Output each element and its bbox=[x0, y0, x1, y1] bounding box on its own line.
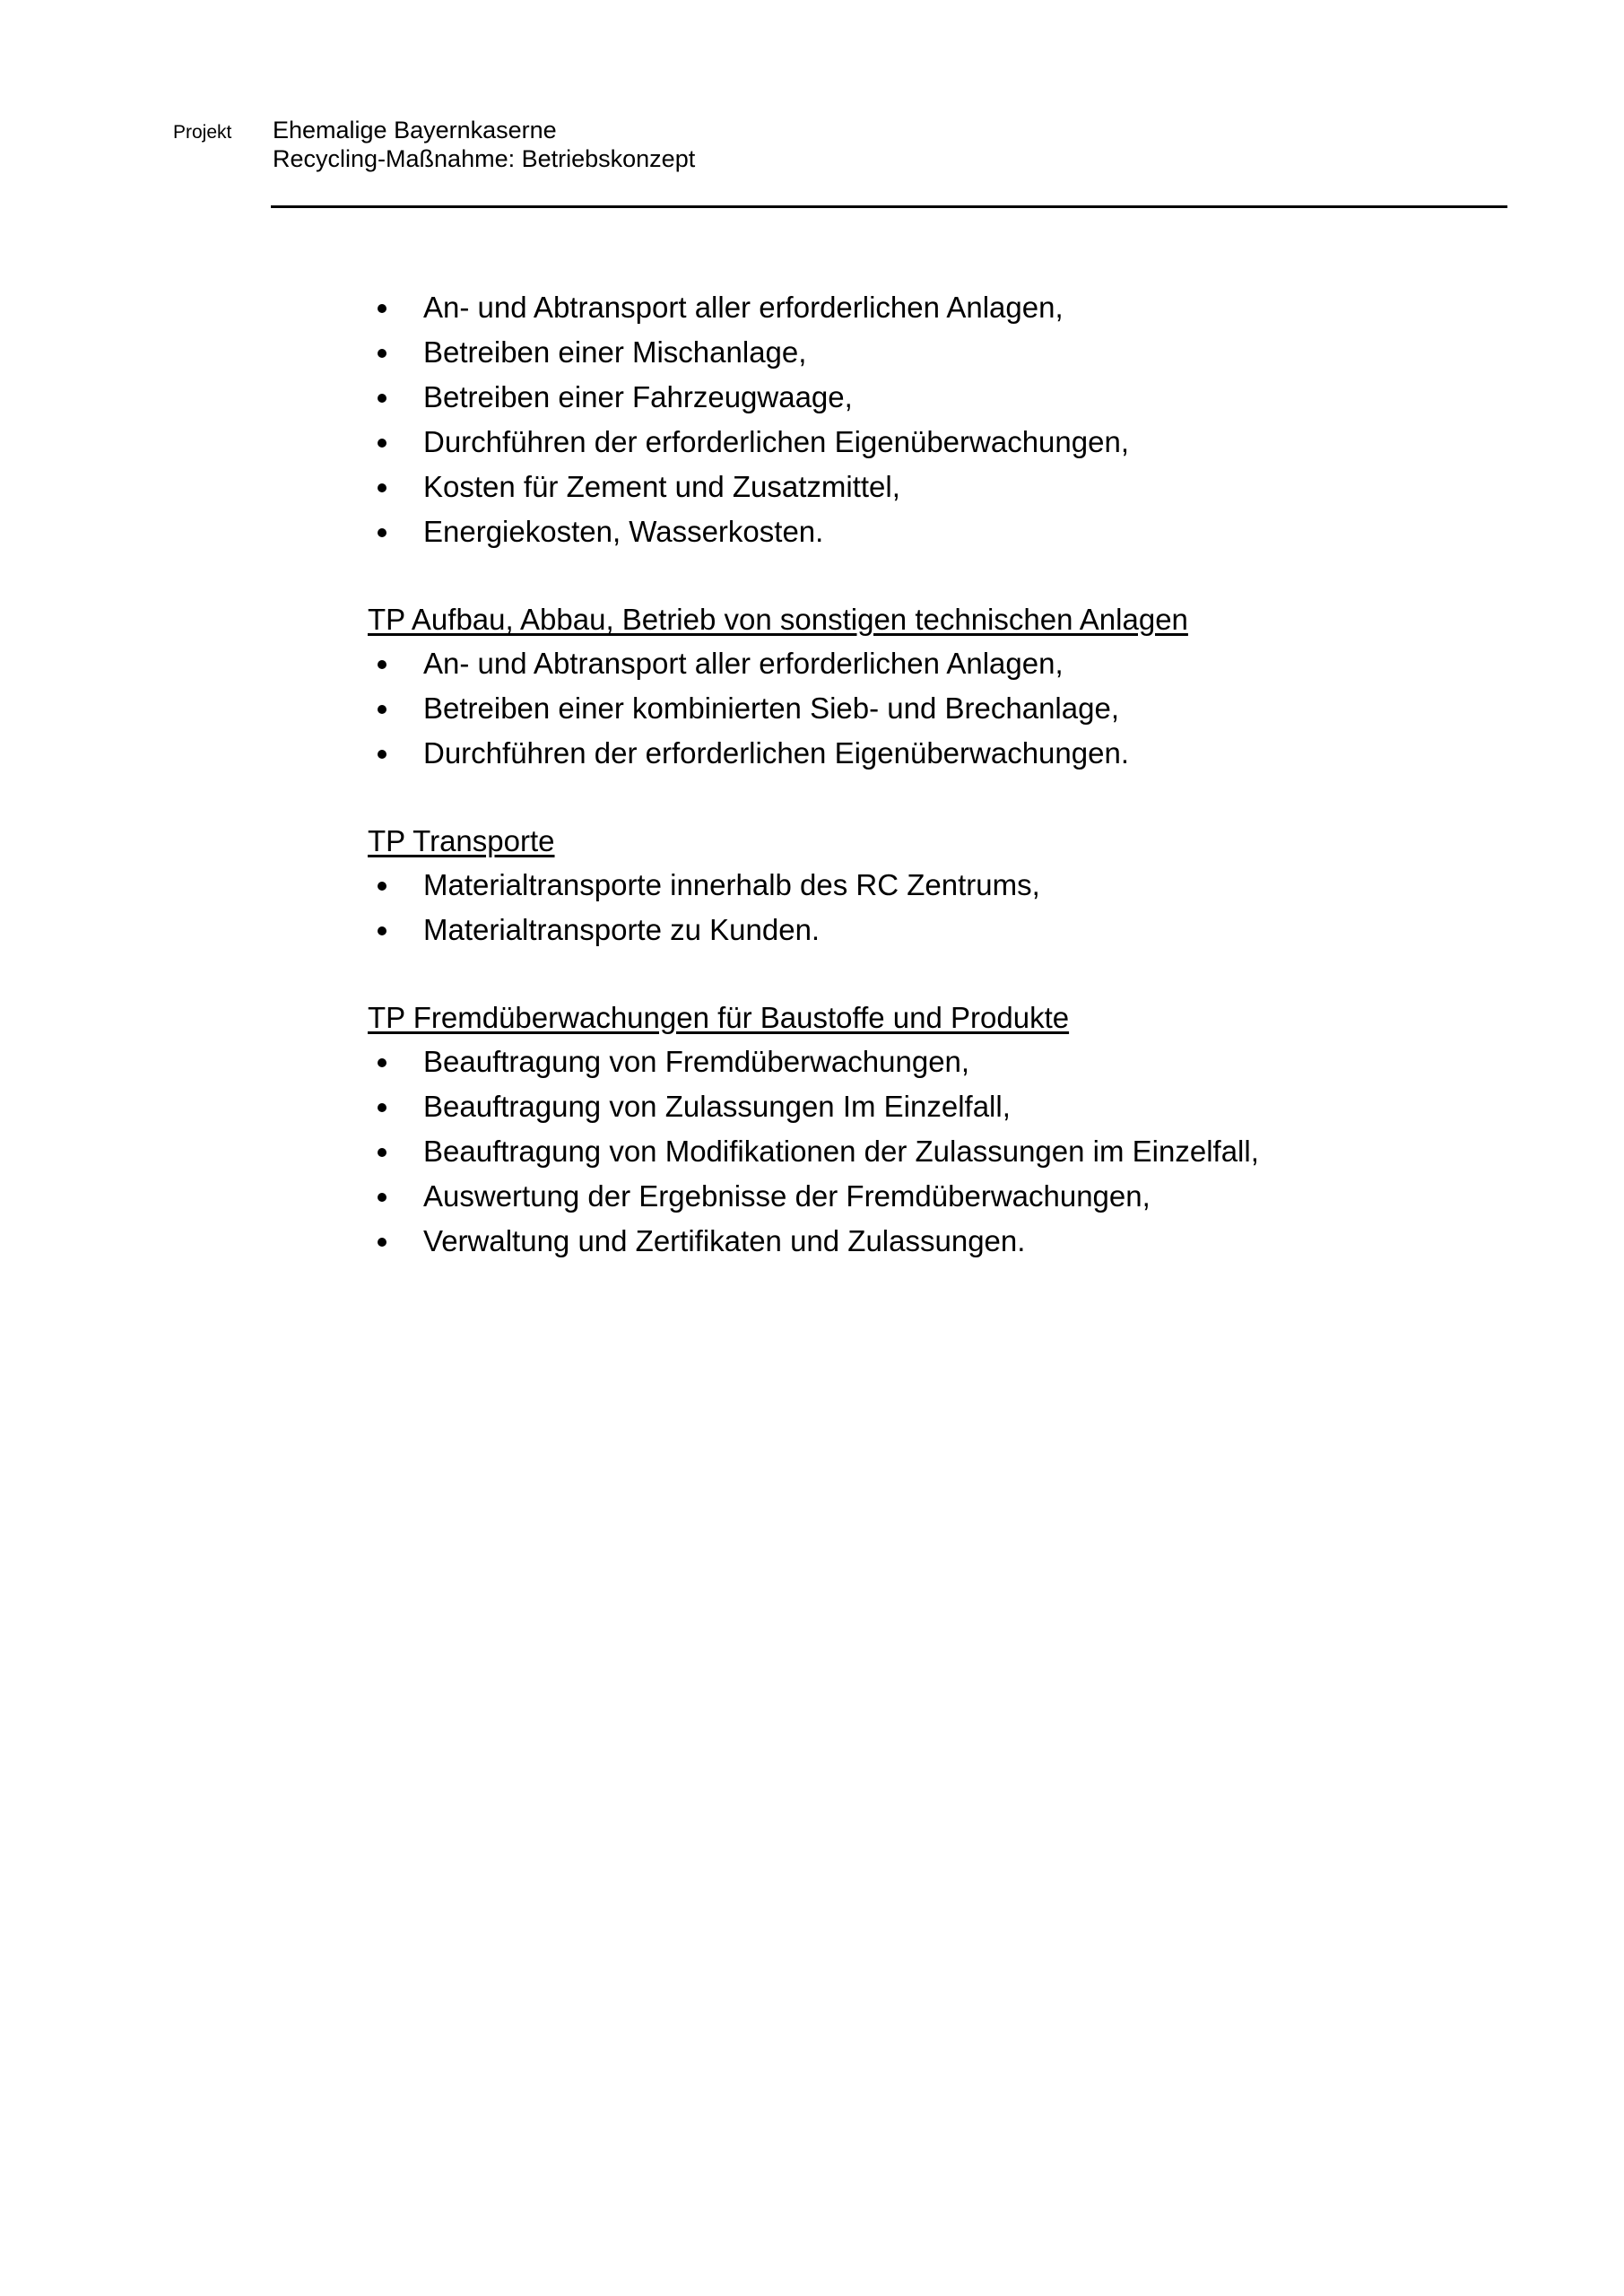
section-technical-plants bbox=[368, 597, 1507, 776]
list-item: Energiekosten, Wasserkosten. bbox=[368, 509, 1507, 554]
section-transports bbox=[368, 819, 1507, 952]
header-project-label: Projekt bbox=[173, 122, 232, 143]
bullet-icon bbox=[378, 1238, 386, 1247]
list-item: Verwaltung und Zertifikaten und Zulassungen. bbox=[368, 1219, 1507, 1264]
bullet-icon bbox=[378, 304, 386, 313]
bullet-icon bbox=[378, 439, 386, 448]
list-item: Durchführen der erforderlichen Eigenüberwachungen. bbox=[368, 731, 1507, 776]
header-title-line-1: Ehemalige Bayernkaserne bbox=[273, 117, 557, 144]
list-item: Beauftragung von Fremdüberwachungen, bbox=[368, 1039, 1507, 1084]
header-title-line-2: Recycling-Maßnahme: Betriebskonzept bbox=[273, 145, 696, 172]
bullet-list bbox=[368, 863, 1507, 952]
bullet-icon bbox=[378, 660, 386, 669]
bullet-icon bbox=[378, 483, 386, 492]
bullet-icon bbox=[378, 394, 386, 403]
bullet-icon bbox=[378, 705, 386, 714]
document-body bbox=[368, 285, 1507, 1307]
bullet-list bbox=[368, 1039, 1507, 1264]
list-item: Betreiben einer kombinierten Sieb- und Brechanlage, bbox=[368, 686, 1507, 731]
list-item: Beauftragung von Zulassungen Im Einzelfall, bbox=[368, 1084, 1507, 1129]
list-item: An- und Abtransport aller erforderlichen Anlagen, bbox=[368, 641, 1507, 686]
bullet-icon bbox=[378, 1103, 386, 1112]
bullet-list bbox=[368, 285, 1507, 554]
bullet-icon bbox=[378, 1058, 386, 1067]
bullet-icon bbox=[378, 349, 386, 358]
list-item: An- und Abtransport aller erforderlichen Anlagen, bbox=[368, 285, 1507, 330]
section-mixing-plant bbox=[368, 285, 1507, 554]
list-item: Auswertung der Ergebnisse der Fremdüberwachungen, bbox=[368, 1174, 1507, 1219]
bullet-list bbox=[368, 641, 1507, 776]
header-titles bbox=[273, 116, 695, 173]
bullet-icon bbox=[378, 1148, 386, 1157]
list-item: Durchführen der erforderlichen Eigenüberwachungen, bbox=[368, 420, 1507, 465]
section-heading: TP Transporte bbox=[368, 824, 555, 857]
bullet-icon bbox=[378, 926, 386, 935]
bullet-icon bbox=[378, 1193, 386, 1202]
list-item: Materialtransporte zu Kunden. bbox=[368, 908, 1507, 952]
list-item: Betreiben einer Mischanlage, bbox=[368, 330, 1507, 375]
list-item: Beauftragung von Modifikationen der Zulassungen im Einzelfall, bbox=[368, 1129, 1507, 1174]
bullet-icon bbox=[378, 882, 386, 891]
bullet-icon bbox=[378, 750, 386, 759]
bullet-icon bbox=[378, 528, 386, 537]
list-item: Materialtransporte innerhalb des RC Zentrums, bbox=[368, 863, 1507, 908]
list-item: Betreiben einer Fahrzeugwaage, bbox=[368, 375, 1507, 420]
list-item: Kosten für Zement und Zusatzmittel, bbox=[368, 465, 1507, 509]
section-external-monitoring bbox=[368, 996, 1507, 1264]
header-divider bbox=[271, 205, 1507, 208]
section-heading: TP Aufbau, Abbau, Betrieb von sonstigen technischen Anlagen bbox=[368, 603, 1188, 636]
section-heading: TP Fremdüberwachungen für Baustoffe und Produkte bbox=[368, 1001, 1070, 1034]
